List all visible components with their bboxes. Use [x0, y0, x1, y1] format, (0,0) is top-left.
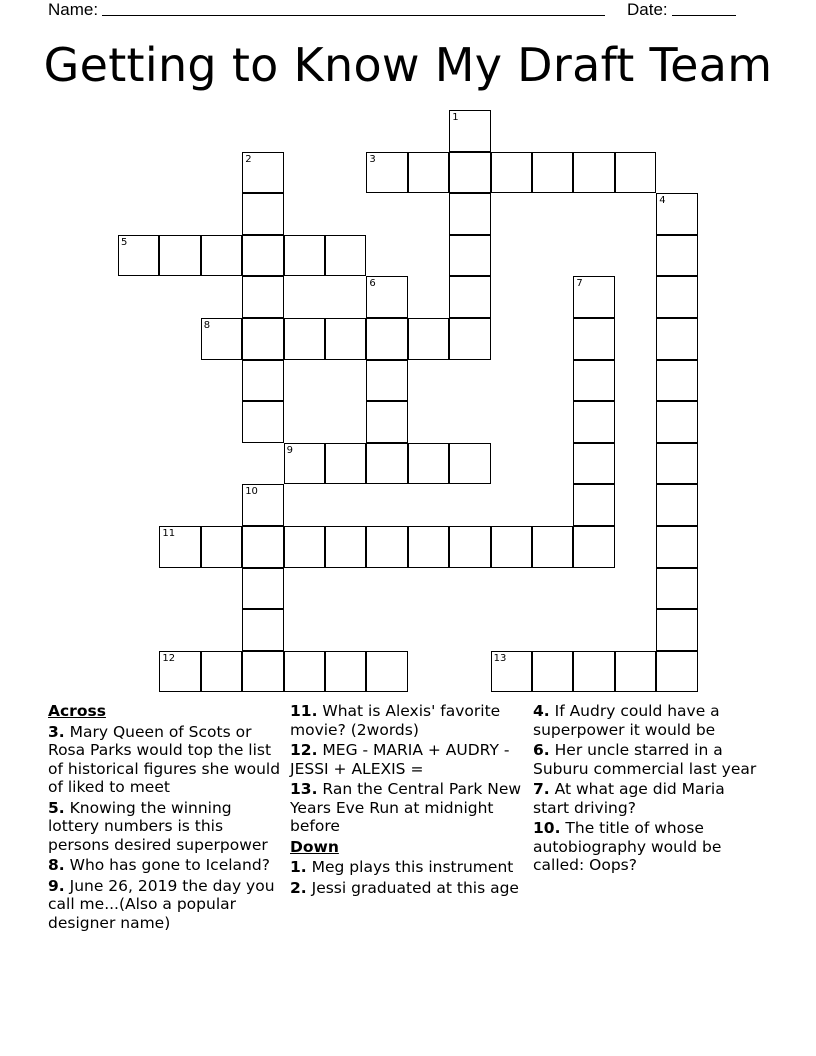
crossword-cell[interactable] [159, 651, 200, 693]
cell-number: 11 [162, 528, 176, 539]
crossword-cell[interactable] [449, 235, 490, 277]
clue-across-12 [290, 741, 522, 778]
crossword-cell[interactable] [242, 401, 283, 443]
date-label: Date: [627, 0, 668, 19]
crossword-cell[interactable] [366, 360, 407, 402]
clue-number: 13. [290, 780, 318, 798]
name-label: Name: [48, 0, 99, 19]
clue-across-3 [48, 723, 284, 797]
crossword-cell[interactable] [325, 651, 366, 693]
crossword-cell[interactable] [656, 443, 697, 485]
cell-number: 6 [369, 278, 376, 290]
crossword-cell[interactable] [656, 360, 697, 402]
cell-number: 4 [659, 195, 666, 207]
clue-number: 3. [48, 722, 65, 741]
crossword-cell[interactable] [573, 401, 614, 443]
clue-number: 5. [48, 798, 65, 817]
clue-text: Meg plays this instrument [311, 858, 514, 876]
cell-number: 9 [286, 444, 293, 456]
crossword-cell[interactable] [325, 318, 366, 360]
crossword-cell[interactable] [656, 568, 697, 610]
crossword-cell[interactable] [573, 651, 614, 693]
cell-number: 8 [203, 320, 211, 331]
crossword-cell[interactable] [656, 235, 697, 277]
crossword-cell[interactable] [573, 276, 614, 318]
crossword-cell[interactable] [242, 193, 283, 235]
crossword-cell[interactable] [242, 360, 283, 402]
clue-column-1 [48, 702, 284, 934]
clue-down-2 [290, 879, 522, 898]
crossword-cell[interactable] [491, 526, 532, 568]
crossword-cell[interactable] [284, 235, 325, 277]
clue-text: What is Alexis' favorite movie? (2words) [290, 702, 501, 739]
crossword-cell[interactable] [284, 651, 325, 693]
crossword-cell[interactable] [491, 152, 532, 194]
crossword-cell[interactable] [201, 235, 242, 277]
crossword-cell[interactable] [532, 152, 573, 194]
crossword-cell[interactable] [366, 526, 407, 568]
crossword-cell[interactable] [532, 526, 573, 568]
crossword-cell[interactable] [408, 443, 449, 485]
cell-number: 1 [452, 112, 459, 123]
crossword-cell[interactable] [159, 526, 200, 568]
crossword-cell[interactable] [573, 443, 614, 485]
clue-down-4 [533, 702, 765, 739]
cell-number: 10 [245, 486, 258, 498]
clue-number: 8. [48, 856, 65, 874]
crossword-cell[interactable] [656, 526, 697, 568]
crossword-cell[interactable] [449, 110, 490, 152]
crossword-cell[interactable] [366, 318, 407, 360]
crossword-cell[interactable] [656, 484, 697, 526]
crossword-cell[interactable] [656, 609, 697, 651]
cell-number: 5 [121, 236, 128, 248]
crossword-cell[interactable] [201, 318, 242, 360]
crossword-cell[interactable] [408, 318, 449, 360]
crossword-cell[interactable] [242, 152, 283, 194]
clue-number: 12. [290, 741, 318, 759]
clue-text: Knowing the winning lottery numbers is this persons desired superpower [48, 798, 268, 854]
crossword-cell[interactable] [242, 235, 283, 277]
crossword-cell[interactable] [573, 360, 614, 402]
crossword-cell[interactable] [449, 318, 490, 360]
crossword-cell[interactable] [366, 276, 407, 318]
crossword-cell[interactable] [656, 193, 697, 235]
clue-column-3 [533, 702, 765, 877]
crossword-cell[interactable] [325, 443, 366, 485]
across-heading: Across [48, 702, 106, 720]
crossword-cell[interactable] [656, 401, 697, 443]
crossword-cell[interactable] [532, 651, 573, 693]
crossword-cell[interactable] [284, 526, 325, 568]
crossword-cell[interactable] [242, 609, 283, 651]
crossword-cell[interactable] [242, 318, 283, 360]
crossword-cell[interactable] [656, 276, 697, 318]
clue-text: MEG - MARIA + AUDRY - JESSI + ALEXIS = [290, 741, 510, 778]
clue-across-11 [290, 702, 522, 739]
cell-number: 2 [245, 153, 252, 165]
clue-text: Mary Queen of Scots or Rosa Parks would top the list of historical figures she would of liked to meet [48, 722, 281, 796]
crossword-cell[interactable] [573, 318, 614, 360]
crossword-cell[interactable] [573, 484, 614, 526]
crossword-cell[interactable] [325, 526, 366, 568]
clue-text: Who has gone to Iceland? [69, 856, 270, 874]
clue-across-8 [48, 856, 284, 875]
crossword-cell[interactable] [284, 443, 325, 485]
crossword-cell[interactable] [366, 651, 407, 693]
clue-column-2 [290, 702, 522, 899]
crossword-cell[interactable] [242, 484, 283, 526]
crossword-cell[interactable] [449, 443, 490, 485]
crossword-cell[interactable] [615, 152, 656, 194]
crossword-cell[interactable] [449, 193, 490, 235]
crossword-cell[interactable] [242, 651, 283, 693]
clue-across-5 [48, 799, 284, 855]
crossword-cell[interactable] [118, 235, 159, 277]
down-heading: Down [290, 837, 339, 856]
clue-text: If Audry could have a superpower it would be [533, 702, 720, 739]
clue-number: 4. [533, 702, 550, 720]
clue-text: Her uncle starred in a Suburu commercial last year [533, 741, 757, 778]
crossword-cell[interactable] [284, 318, 325, 360]
crossword-cell[interactable] [242, 276, 283, 318]
clue-down-7 [533, 780, 765, 817]
clue-text: Jessi graduated at this age [311, 878, 519, 897]
crossword-cell[interactable] [573, 152, 614, 194]
crossword-cell[interactable] [366, 401, 407, 443]
crossword-cell[interactable] [656, 318, 697, 360]
crossword-cell[interactable] [408, 526, 449, 568]
crossword-cell[interactable] [656, 651, 697, 693]
cell-number: 3 [369, 153, 376, 165]
crossword-cell[interactable] [449, 526, 490, 568]
clue-across-9 [48, 877, 284, 933]
clue-number: 1. [290, 858, 307, 876]
crossword-cell[interactable] [201, 526, 242, 568]
clue-number: 10. [533, 819, 561, 837]
crossword-cell[interactable] [242, 526, 283, 568]
clue-number: 7. [533, 780, 550, 798]
crossword-cell[interactable] [491, 651, 532, 693]
crossword-cell[interactable] [366, 152, 407, 194]
clue-text: June 26, 2019 the day you call me...(Also a popular designer name) [48, 876, 275, 932]
clue-down-1 [290, 858, 522, 877]
crossword-cell[interactable] [449, 152, 490, 194]
clue-number: 2. [290, 878, 307, 897]
crossword-cell[interactable] [366, 443, 407, 485]
clue-number: 9. [48, 876, 65, 895]
clue-down-6 [533, 741, 765, 778]
crossword-cell[interactable] [201, 651, 242, 693]
clue-number: 6. [533, 741, 550, 759]
clue-across-13 [290, 780, 522, 836]
cell-number: 7 [576, 278, 583, 290]
crossword-cell[interactable] [408, 152, 449, 194]
crossword-cell[interactable] [242, 568, 283, 610]
clue-number: 11. [290, 702, 318, 720]
crossword-cell[interactable] [615, 651, 656, 693]
crossword-cell[interactable] [449, 276, 490, 318]
clue-down-10 [533, 819, 765, 875]
cell-number: 12 [162, 652, 176, 664]
crossword-cell[interactable] [573, 526, 614, 568]
clue-text: Ran the Central Park New Years Eve Run at midnight before [290, 780, 522, 835]
page-title: Getting to Know My Draft Team [43, 38, 773, 92]
crossword-cell[interactable] [325, 235, 366, 277]
clue-text: The title of whose autobiography would be called: Oops? [533, 819, 722, 874]
crossword-cell[interactable] [159, 235, 200, 277]
clue-text: At what age did Maria start driving? [533, 780, 725, 817]
cell-number: 13 [493, 652, 507, 664]
